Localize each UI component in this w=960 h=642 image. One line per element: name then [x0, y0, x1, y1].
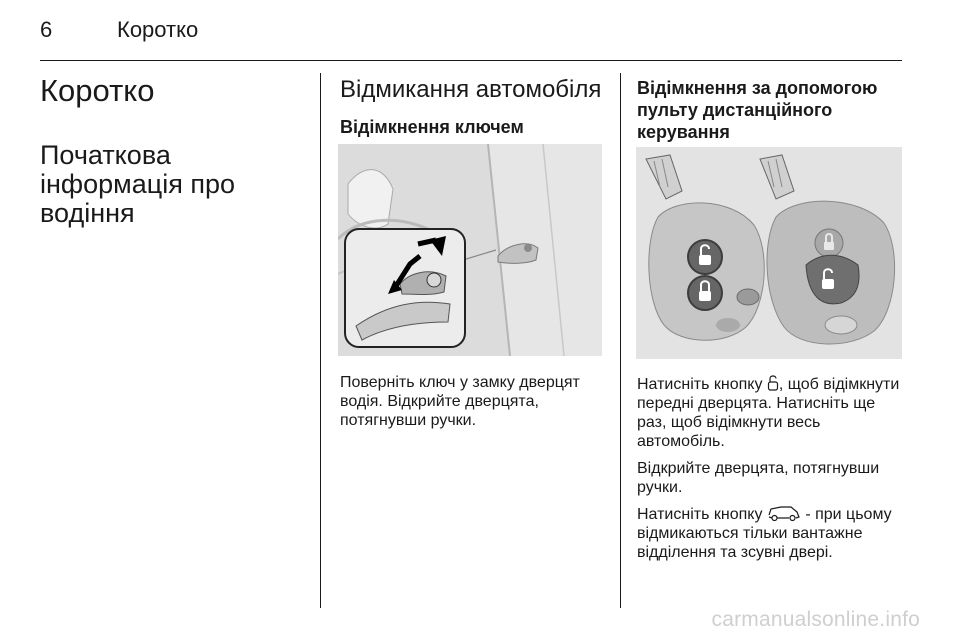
open-padlock-icon [767, 374, 779, 392]
section-heading: Відмикання автомобіля [340, 76, 602, 103]
column-divider [320, 73, 321, 608]
instruction-paragraph [637, 505, 902, 562]
instruction-text: , щоб відімкнути передні дверцята. Натисніть ще раз, щоб відімкнути весь автомобіль. [637, 376, 900, 450]
instruction-paragraph: Відкрийте дверцята, потягнувши ручки. [637, 460, 880, 496]
subsection-heading: Відімкнення ключем [340, 117, 524, 137]
page-number: 6 [40, 17, 53, 42]
instruction-paragraph [637, 374, 902, 451]
section-title: Початкова інформація про водіння [40, 140, 235, 228]
column-divider [620, 73, 621, 608]
section-heading: Відімкнення за допомогою пульту дистанційного керування [637, 78, 878, 142]
instruction-text: Натисніть кнопку [637, 506, 767, 523]
footer-watermark: carmanualsonline.info [711, 608, 920, 631]
van-rear-icon [767, 506, 801, 522]
header-rule [40, 60, 902, 61]
instruction-text: Поверніть ключ у замку дверцят водія. Відкрийте дверцята, потягнувши ручки. [340, 374, 580, 429]
chapter-title: Коротко [40, 73, 155, 108]
door-lock-illustration [338, 144, 602, 356]
instruction-text: - при цьому відмикаються тільки вантажне відділення та зсувні двері. [637, 506, 892, 561]
remote-key-illustration [636, 147, 902, 359]
running-header: Коротко [117, 17, 199, 42]
instruction-block [637, 374, 902, 570]
instruction-text: Натисніть кнопку [637, 376, 767, 393]
